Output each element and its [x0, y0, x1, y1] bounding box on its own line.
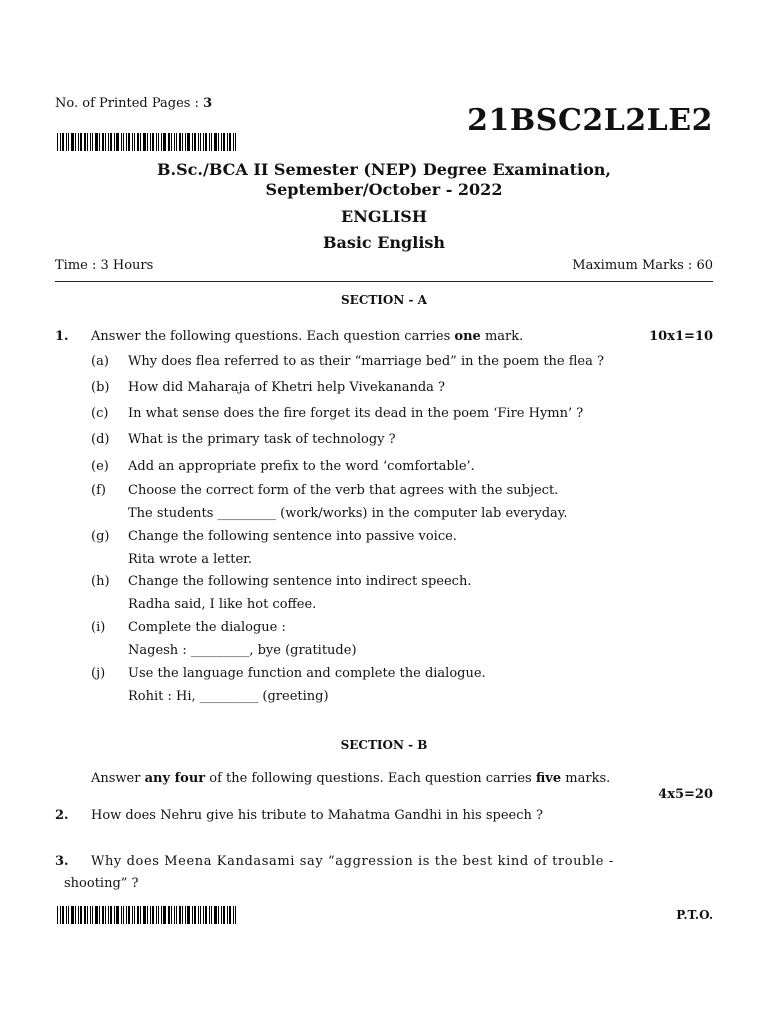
barcode-bar: [198, 906, 199, 924]
instruction-text: of the following questions. Each question carries: [205, 771, 536, 786]
barcode-bar: [75, 133, 76, 151]
item-text: Choose the correct form of the verb that agrees with the subject.: [128, 483, 559, 498]
barcode-bar: [198, 133, 199, 151]
barcode-bar: [182, 906, 183, 924]
header-divider: [55, 281, 713, 282]
barcode-bar: [110, 133, 112, 151]
barcode-bar: [84, 906, 86, 924]
barcode-bar: [185, 133, 186, 151]
barcode-bar: [223, 906, 225, 924]
barcode-bar: [95, 906, 98, 924]
barcode-bar: [87, 133, 88, 151]
barcode-bar: [110, 906, 112, 924]
barcode-bar: [75, 906, 76, 924]
barcode-bar: [229, 906, 231, 924]
barcode-bar: [174, 133, 175, 151]
barcode-bar: [233, 906, 234, 924]
item-label: (a): [91, 354, 109, 369]
item-text: How did Maharaja of Khetri help Vivekananda ?: [128, 380, 446, 395]
barcode-bar: [78, 133, 79, 151]
barcode-bar: [143, 133, 146, 151]
barcode-bar: [229, 133, 231, 151]
barcode-bar: [140, 133, 141, 151]
barcode-bar: [192, 133, 193, 151]
barcode-bar: [66, 133, 67, 151]
barcode-bar: [123, 133, 124, 151]
barcode-bar: [211, 133, 212, 151]
barcode-bar: [147, 906, 148, 924]
item-text-continuation: Rohit : Hi, _________ (greeting): [128, 689, 329, 704]
section-a-heading: SECTION - A: [341, 293, 427, 307]
barcode-bar: [235, 133, 236, 151]
item-text-continuation: Nagesh : _________, bye (gratitude): [128, 643, 357, 658]
question-text-continuation: shooting” ?: [64, 876, 139, 891]
time-label: Time : 3 Hours: [55, 258, 154, 273]
barcode-bar: [205, 133, 207, 151]
title-line-2: September/October - 2022: [265, 180, 503, 199]
barcode-bar: [194, 906, 196, 924]
barcode-bar: [233, 133, 234, 151]
barcode-bar: [223, 133, 225, 151]
max-marks-label: Maximum Marks : 60: [572, 258, 713, 273]
question-marks: 10x1=10: [649, 329, 713, 344]
item-text-continuation: Radha said, I like hot coffee.: [128, 597, 317, 612]
barcode-bar: [57, 133, 58, 151]
barcode-bar: [152, 906, 154, 924]
barcode-bar: [158, 906, 159, 924]
instruction-text: Answer: [91, 771, 145, 786]
barcode-bar: [214, 133, 217, 151]
barcode-bar: [147, 133, 148, 151]
barcode-bar: [161, 133, 162, 151]
barcode-bar: [137, 133, 139, 151]
barcode-bar: [203, 133, 204, 151]
barcode-bar: [95, 133, 98, 151]
barcode-bar: [209, 133, 210, 151]
barcode-bar: [60, 906, 61, 924]
exam-code: 21BSC2L2LE2: [467, 103, 713, 138]
barcode-bar: [128, 133, 130, 151]
barcode-bar: [156, 906, 157, 924]
barcode-bar: [176, 133, 177, 151]
barcode-bar: [92, 906, 93, 924]
section-b-marks: 4x5=20: [658, 787, 713, 802]
item-text: Add an appropriate prefix to the word ‘comfortable’.: [128, 459, 475, 474]
barcode-bar: [187, 133, 190, 151]
item-label: (j): [91, 666, 106, 681]
barcode-bar: [126, 906, 127, 924]
item-text: Complete the dialogue :: [128, 620, 286, 635]
barcode-bar: [150, 133, 151, 151]
barcode-bar: [123, 906, 124, 924]
item-label: (d): [91, 432, 110, 447]
barcode-bar: [62, 906, 64, 924]
item-label: (b): [91, 380, 110, 395]
barcode-top: [57, 133, 238, 151]
barcode-bar: [214, 906, 217, 924]
barcode-bar: [235, 906, 236, 924]
barcode-bar: [174, 906, 175, 924]
barcode-bar: [102, 906, 104, 924]
barcode-bar: [218, 906, 219, 924]
barcode-bar: [114, 906, 115, 924]
barcode-bar: [99, 906, 100, 924]
barcode-bar: [68, 906, 69, 924]
barcode-bar: [140, 906, 141, 924]
printed-pages-label: No. of Printed Pages :: [55, 96, 204, 111]
barcode-bar: [102, 133, 104, 151]
barcode-bar: [156, 133, 157, 151]
barcode-bar: [168, 133, 170, 151]
question-number: 1.: [55, 329, 69, 344]
barcode-bar: [121, 133, 122, 151]
barcode-bar: [126, 133, 127, 151]
barcode-bar: [205, 906, 207, 924]
barcode-bar: [108, 133, 109, 151]
barcode-bar: [161, 906, 162, 924]
item-label: (g): [91, 529, 110, 544]
barcode-bar: [66, 906, 67, 924]
barcode-bar: [209, 906, 210, 924]
question-number: 2.: [55, 808, 69, 823]
instruction-emphasis: any four: [144, 771, 206, 786]
item-text-continuation: Rita wrote a letter.: [128, 552, 253, 567]
barcode-bar: [84, 133, 86, 151]
barcode-bar: [227, 133, 228, 151]
barcode-bar: [87, 906, 88, 924]
barcode-bar: [71, 906, 74, 924]
barcode-bar: [57, 906, 58, 924]
barcode-bar: [176, 906, 177, 924]
item-text: What is the primary task of technology ?: [128, 432, 396, 447]
barcode-bar: [116, 133, 119, 151]
item-text: Use the language function and complete the dialogue.: [128, 666, 486, 681]
item-text: In what sense does the fire forget its dead in the poem ‘Fire Hymn’ ?: [128, 406, 584, 421]
barcode-bar: [99, 133, 100, 151]
question-text: Why does Meena Kandasami say “aggression is the best kind of trouble -: [91, 854, 614, 869]
barcode-bar: [158, 133, 159, 151]
barcode-bar: [179, 133, 181, 151]
item-text: Change the following sentence into passive voice.: [128, 529, 457, 544]
barcode-bar: [187, 906, 190, 924]
barcode-bar: [132, 133, 133, 151]
barcode-bar: [105, 133, 106, 151]
instruction-emphasis: one: [454, 329, 481, 344]
pto-label: P.T.O.: [676, 908, 713, 922]
barcode-bar: [137, 906, 139, 924]
barcode-bar: [134, 906, 135, 924]
barcode-bar: [192, 906, 193, 924]
barcode-bar: [152, 133, 154, 151]
barcode-bar: [182, 133, 183, 151]
barcode-bar: [60, 133, 61, 151]
item-label: (c): [91, 406, 109, 421]
printed-pages: [55, 96, 212, 111]
barcode-bar: [218, 133, 219, 151]
barcode-bar: [171, 906, 172, 924]
barcode-bar: [168, 906, 170, 924]
barcode-bar: [80, 906, 82, 924]
question-text: How does Nehru give his tribute to Mahatma Gandhi in his speech ?: [91, 808, 543, 823]
barcode-bar: [128, 906, 130, 924]
barcode-bar: [200, 133, 201, 151]
item-label: (h): [91, 574, 110, 589]
printed-pages-value: 3: [203, 96, 213, 111]
barcode-bar: [90, 906, 91, 924]
barcode-bottom: [57, 906, 238, 924]
barcode-bar: [185, 906, 186, 924]
item-label: (f): [91, 483, 106, 498]
title-line-1: B.Sc./BCA II Semester (NEP) Degree Examination,: [157, 160, 611, 179]
barcode-bar: [116, 906, 119, 924]
barcode-bar: [105, 906, 106, 924]
instruction-text: Answer the following questions. Each question carries: [91, 329, 455, 344]
instruction-text: marks.: [561, 771, 611, 786]
item-text: Why does flea referred to as their “marriage bed” in the poem the flea ?: [128, 354, 604, 369]
barcode-bar: [171, 133, 172, 151]
item-label: (i): [91, 620, 106, 635]
barcode-bar: [203, 906, 204, 924]
barcode-bar: [121, 906, 122, 924]
barcode-bar: [68, 133, 69, 151]
barcode-bar: [200, 906, 201, 924]
barcode-bar: [80, 133, 82, 151]
item-text-continuation: The students _________ (work/works) in the computer lab everyday.: [128, 506, 568, 521]
barcode-bar: [179, 906, 181, 924]
question-instruction: [91, 329, 523, 344]
barcode-bar: [221, 906, 222, 924]
barcode-bar: [108, 906, 109, 924]
barcode-bar: [132, 906, 133, 924]
instruction-emphasis: five: [535, 771, 562, 786]
section-b-heading: SECTION - B: [340, 738, 428, 752]
subject-title: ENGLISH: [341, 207, 427, 226]
barcode-bar: [150, 906, 151, 924]
item-label: (e): [91, 459, 109, 474]
barcode-bar: [134, 133, 135, 151]
instruction-text: mark.: [480, 329, 524, 344]
barcode-bar: [163, 133, 166, 151]
question-number: 3.: [55, 854, 69, 869]
barcode-bar: [114, 133, 115, 151]
section-b-instruction: [91, 771, 610, 786]
barcode-bar: [92, 133, 93, 151]
item-text: Change the following sentence into indirect speech.: [128, 574, 472, 589]
barcode-bar: [211, 906, 212, 924]
barcode-bar: [227, 906, 228, 924]
barcode-bar: [194, 133, 196, 151]
barcode-bar: [221, 133, 222, 151]
barcode-bar: [90, 133, 91, 151]
barcode-bar: [163, 906, 166, 924]
paper-title: Basic English: [322, 233, 446, 252]
barcode-bar: [71, 133, 74, 151]
barcode-bar: [62, 133, 64, 151]
barcode-bar: [78, 906, 79, 924]
barcode-bar: [143, 906, 146, 924]
